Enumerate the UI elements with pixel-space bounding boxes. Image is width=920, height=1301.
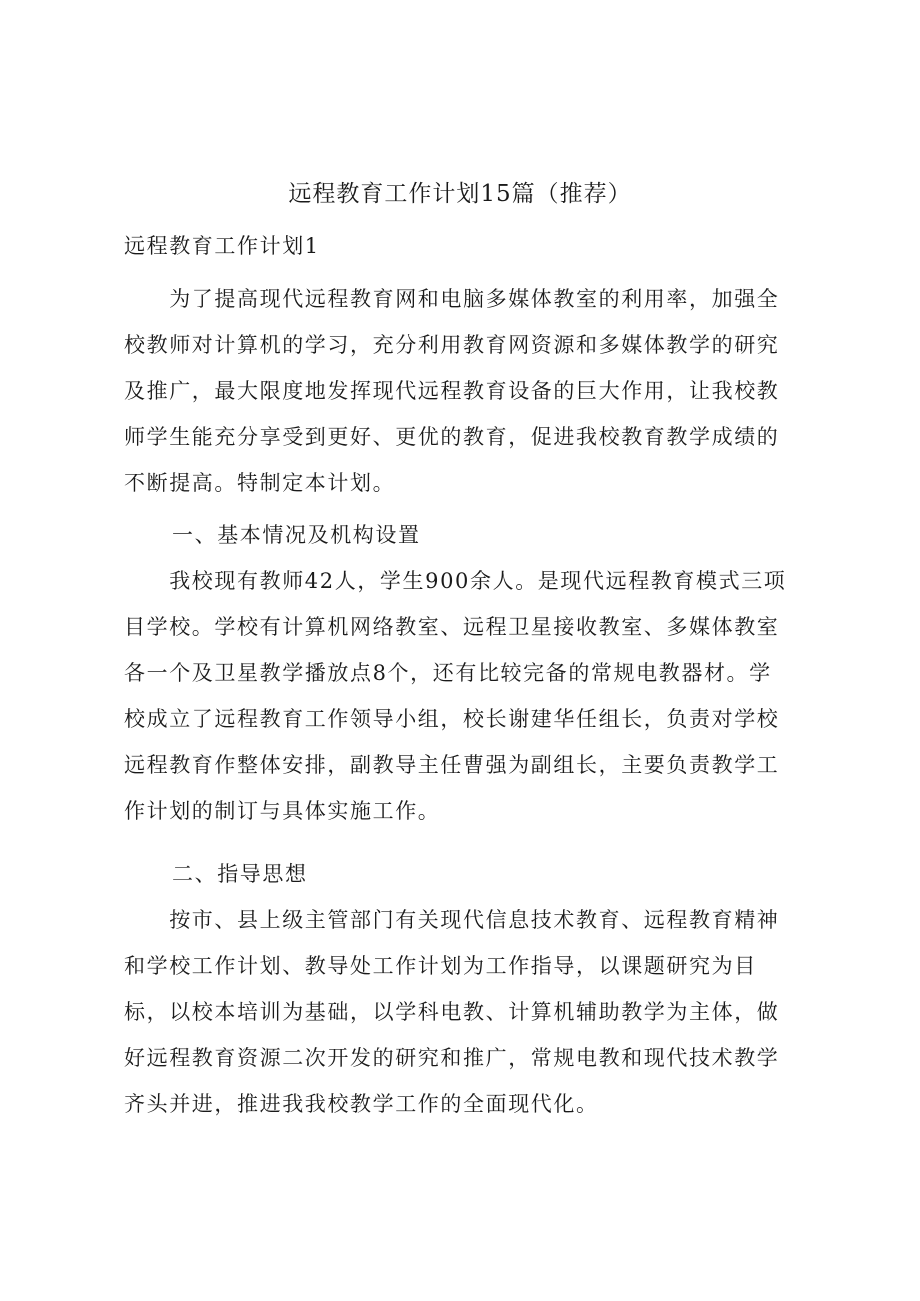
paragraph-line: 各一个及卫星教学播放点8个，还有比较完备的常规电教器材。学 [124, 661, 772, 685]
document-title: 远程教育工作计划15篇（推荐） [288, 181, 632, 207]
paragraph-line: 和学校工作计划、教导处工作计划为工作指导，以课题研究为目 [124, 954, 757, 978]
paragraph-line: 按市、县上级主管部门有关现代信息技术教育、远程教育精神 [124, 908, 780, 932]
paragraph-line: 校教师对计算机的学习，充分利用教育网资源和多媒体教学的研究 [124, 333, 780, 357]
paragraph-line: 不断提高。特制定本计划。 [124, 471, 396, 495]
paragraph-line: 标，以校本培训为基础，以学科电教、计算机辅助教学为主体，做 [124, 1000, 780, 1024]
heading-guiding-ideology: 二、指导思想 [172, 862, 308, 886]
paragraph-line: 校成立了远程教育工作领导小组，校长谢建华任组长，负责对学校 [124, 707, 780, 731]
guiding-ideology-paragraph [124, 897, 814, 1127]
paragraph-line: 好远程教育资源二次开发的研究和推广，常规电教和现代技术教学 [124, 1046, 780, 1070]
paragraph-line: 远程教育作整体安排，副教导主任曹强为副组长，主要负责教学工 [124, 753, 780, 777]
paragraph-line: 为了提高现代远程教育网和电脑多媒体教室的利用率，加强全 [124, 287, 780, 311]
intro-paragraph [124, 276, 814, 506]
paragraph-line: 齐头并进，推进我我校教学工作的全面现代化。 [124, 1092, 599, 1116]
paragraph-line: 作计划的制订与具体实施工作。 [124, 799, 441, 823]
paragraph-line: 目学校。学校有计算机网络教室、远程卫星接收教室、多媒体教室 [124, 615, 780, 639]
paragraph-line: 师学生能充分享受到更好、更优的教育，促进我校教育教学成绩的 [124, 425, 780, 449]
paragraph-line: 及推广，最大限度地发挥现代远程教育设备的巨大作用，让我校教 [124, 379, 780, 403]
basic-situation-paragraph [124, 558, 814, 834]
section-title: 远程教育工作计划1 [124, 234, 320, 258]
heading-basic-situation: 一、基本情况及机构设置 [172, 523, 421, 547]
paragraph-line: 我校现有教师42人，学生900余人。是现代远程教育模式三项 [124, 569, 787, 593]
